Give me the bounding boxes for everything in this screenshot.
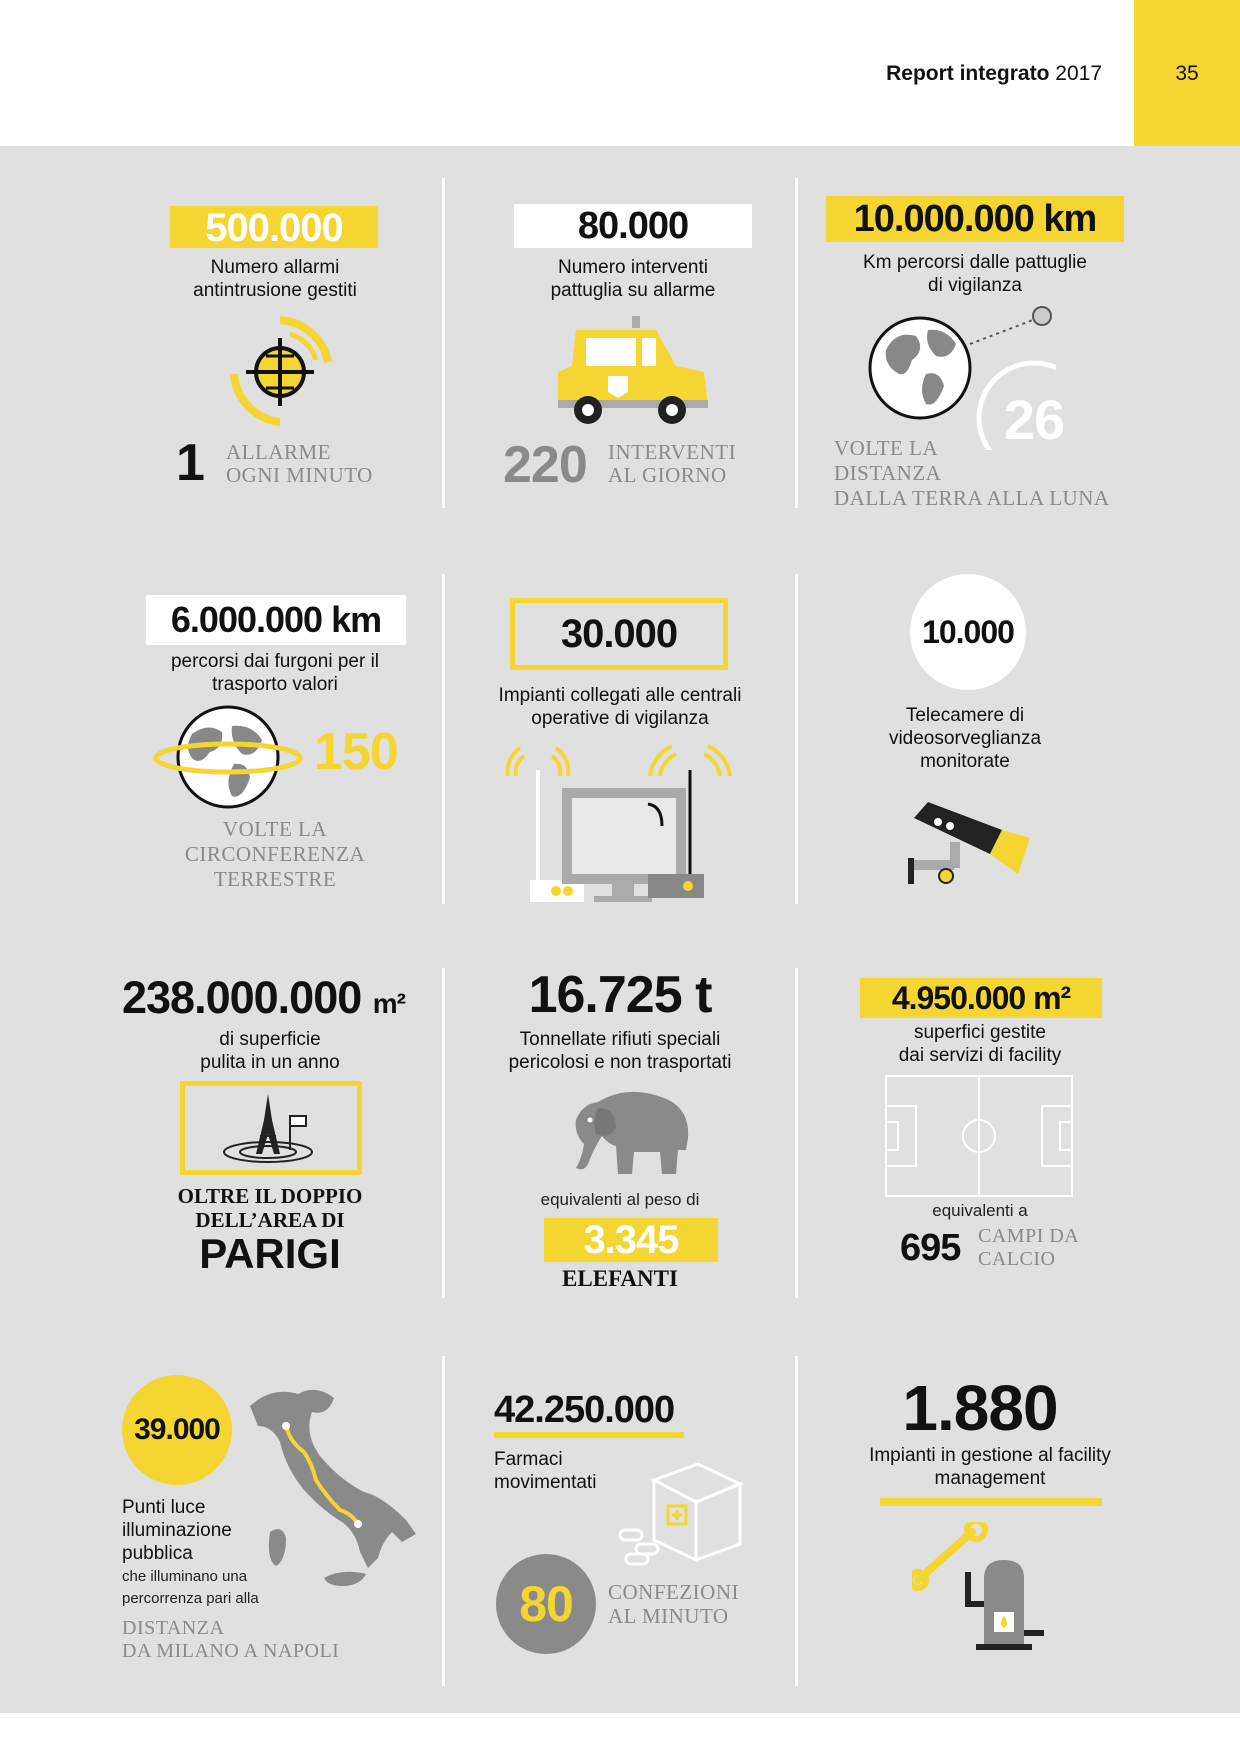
van-km-value: 6.000.000 km <box>170 599 382 640</box>
interventions-value-box <box>514 204 752 248</box>
italy-map-icon <box>242 1382 420 1586</box>
cameras-label: Telecamere di videosorveglianza monitorate <box>888 705 1042 772</box>
moon-times-circle: 26 <box>1003 388 1065 451</box>
alarms-per-minute-num: 1 <box>176 434 204 492</box>
patrol-km-value: 10.000.000 km <box>853 198 1097 240</box>
circumference-times-num: 150 <box>314 723 398 781</box>
van-km-label: percorsi dai furgoni per il trasporto valori <box>170 651 380 695</box>
cctv-camera-icon <box>906 800 1032 888</box>
lights-value: 39.000 <box>134 1413 220 1446</box>
circumference-label: VOLTE LA CIRCONFERENZA TERRESTRE <box>184 817 366 891</box>
facility-surface-label: superfici gestite dai servizi di facility <box>898 1022 1062 1066</box>
cameras-value-circle <box>910 574 1026 690</box>
alarms-label: Numero allarmi antintrusione gestiti <box>193 257 357 301</box>
divider <box>795 1356 798 1686</box>
facility-plants-label: Impianti in gestione al facility management <box>869 1445 1111 1489</box>
divider <box>795 574 798 904</box>
connected-plants-label: Impianti collegati alle centrali operative di vigilanza <box>498 685 742 729</box>
interventions-label: Numero interventi pattuglia su allarme <box>550 257 716 301</box>
alarms-value-box <box>170 206 378 248</box>
waste-label: Tonnellate rifiuti speciali pericolosi e non trasportati <box>508 1029 732 1073</box>
report-title: Report integrato 2017 <box>886 62 1102 85</box>
page-number: 35 <box>1175 62 1199 85</box>
fields-num: 695 <box>900 1227 961 1269</box>
elephants-value: 3.345 <box>583 1218 679 1262</box>
globe-ring-icon <box>152 704 304 810</box>
patrol-km-label: Km percorsi dalle pattuglie di vigilanza <box>863 252 1087 296</box>
lights-value-circle <box>122 1375 232 1485</box>
connected-plants-value-box <box>510 598 728 670</box>
facility-surface-box <box>860 978 1102 1018</box>
divider <box>442 178 445 508</box>
surface-value: 238.000.000 m² <box>122 972 405 1023</box>
fields-label: CAMPI DA CALCIO <box>978 1225 1080 1270</box>
elephants-value-box <box>544 1218 718 1262</box>
interventions-value: 80.000 <box>577 205 689 247</box>
cameras-value: 10.000 <box>922 614 1014 650</box>
moon-distance-label: VOLTE LA DISTANZA DALLA TERRA ALLA LUNA <box>834 436 1110 510</box>
milano-napoli-label: DISTANZA DA MILANO A NAPOLI <box>122 1617 340 1662</box>
packages-label: CONFEZIONI AL MINUTO <box>608 1580 739 1628</box>
football-field-icon <box>884 1074 1074 1198</box>
facility-surface-value: 4.950.000 m² <box>891 980 1071 1016</box>
packages-per-minute-circle <box>496 1554 596 1654</box>
divider <box>442 574 445 904</box>
packages-per-minute-num: 80 <box>519 1576 573 1632</box>
alarms-per-minute-label: ALLARME OGNI MINUTO <box>226 440 373 487</box>
patrol-car-icon <box>556 316 710 428</box>
monitor-antenna-icon <box>500 740 744 906</box>
divider <box>442 968 445 1298</box>
target-icon <box>228 312 332 430</box>
divider <box>442 1356 445 1686</box>
eiffel-tower-icon <box>222 1090 322 1168</box>
facility-plants-underline <box>880 1498 1102 1506</box>
lights-small-text: che illuminano una percorrenza pari alla <box>122 1568 259 1607</box>
paris-label: OLTRE IL DOPPIO DELL’AREA DI PARIGI <box>177 1184 363 1277</box>
medicine-box-icon <box>614 1460 746 1570</box>
divider <box>795 178 798 508</box>
medicines-underline <box>494 1432 684 1438</box>
interventions-per-day-label: INTERVENTI AL GIORNO <box>608 440 737 487</box>
surface-label: di superficie pulita in un anno <box>200 1029 340 1073</box>
elephant-icon <box>568 1088 694 1176</box>
medicines-label: Farmaci movimentati <box>494 1449 597 1493</box>
fields-eq-label: equivalenti a <box>932 1201 1028 1220</box>
lights-label: Punti luce illuminazione pubblica <box>122 1497 232 1564</box>
elephants-unit: ELEFANTI <box>562 1266 678 1291</box>
alarms-value: 500.000 <box>205 206 343 250</box>
medicines-value: 42.250.000 <box>494 1389 675 1431</box>
van-km-value-box <box>148 597 404 643</box>
facility-plants-value: 1.880 <box>902 1372 1058 1444</box>
connected-plants-value: 30.000 <box>560 612 678 656</box>
divider <box>795 968 798 1298</box>
interventions-per-day-num: 220 <box>503 436 587 494</box>
boiler-wrench-icon <box>912 1522 1054 1662</box>
elephants-eq-label: equivalenti al peso di <box>540 1190 700 1209</box>
waste-value: 16.725 t <box>528 966 712 1024</box>
patrol-km-value-box <box>826 196 1124 242</box>
